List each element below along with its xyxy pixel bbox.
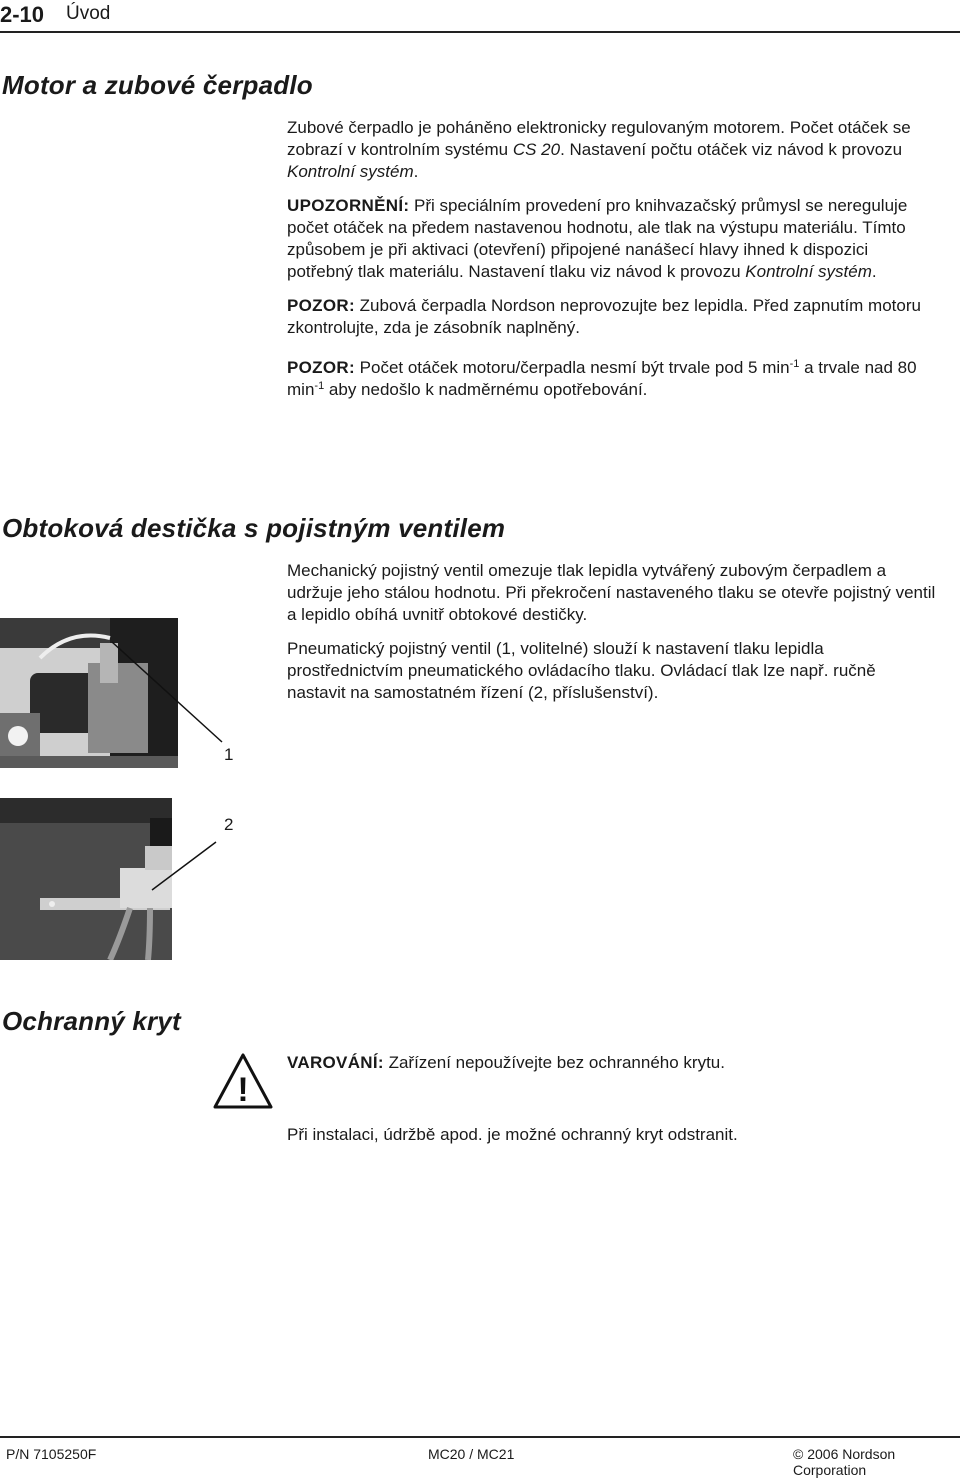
footer-divider	[0, 1436, 960, 1438]
photo-regulator	[0, 798, 172, 960]
copyright: © 2006 Nordson Corporation	[793, 1446, 896, 1478]
warning-icon	[212, 1052, 274, 1110]
page-number: 2-10	[0, 2, 45, 27]
caution-label: POZOR:	[287, 358, 355, 377]
warning-paragraph: VAROVÁNÍ: Zařízení nepoužívejte bez ochranného krytu.	[287, 1053, 725, 1072]
model-name: MC20 / MC21	[428, 1446, 515, 1462]
warning-glyph: !	[237, 1071, 249, 1109]
note-paragraph: UPOZORNĚNÍ: Při speciálním provedení pro knihvazačský průmysl se nereguluje počet otáček na předem nastavenou hodnotu, ale tlak na výstupu materiálu. Tímto způsobem je při aktivaci (otevření) připojené nanášecí hlavy ihned k dispozici potřebný tlak materiálu. Nastavení tlaku viz návod k provozu Kontrolní systém.	[287, 196, 908, 281]
caution-paragraph-1: POZOR: Zubová čerpadla Nordson neprovozujte bez lepidla. Před zapnutím motoru zkontrolujte, zda je zásobník naplněný.	[287, 296, 921, 337]
bypass-paragraph-2: Pneumatický pojistný ventil (1, volitelné) slouží k nastavení tlaku lepidla prostřednictvím pneumatického ovládacího tlaku. Ovládací tlak lze např. ručně nastavit na samostatném řízení (2, příslušenství).	[287, 639, 876, 702]
cover-paragraph: Při instalaci, údržbě apod. je možné ochranný kryt odstranit.	[287, 1125, 738, 1144]
part-number: P/N 7105250F	[6, 1446, 97, 1462]
heading-cover: Ochranný kryt	[2, 1006, 181, 1036]
motor-text	[287, 117, 937, 401]
caution-label: POZOR:	[287, 296, 355, 315]
callout-2: 2	[224, 815, 234, 834]
callout-line-1	[110, 640, 230, 750]
copyright-symbol: ©	[793, 1446, 804, 1462]
bypass-paragraph-1: Mechanický pojistný ventil omezuje tlak lepidla vytvářený zubovým čerpadlem a udržuje jeho stálou hodnotu. Při překročení nastaveného tlaku se otevře pojistný ventil a lepidlo obíhá uvnitř obtokové destičky.	[287, 561, 936, 624]
heading-bypass: Obtoková destička s pojistným ventilem	[2, 513, 506, 543]
bypass-text	[287, 560, 937, 704]
regulator-image	[0, 798, 172, 960]
caution-paragraph-2: POZOR: Počet otáček motoru/čerpadla nesmí být trvale pod 5 $\min^{-1} a$ trvale nad 80 $\min^{-1}$ aby nedošlo k nadměrnému opotřebování.	[287, 358, 917, 399]
callout-1: 1	[224, 745, 234, 764]
heading-motor: Motor a zubové čerpadlo	[2, 70, 313, 100]
section-title: Úvod	[66, 3, 111, 24]
header-divider	[0, 31, 960, 33]
cover-warning	[287, 1052, 937, 1074]
motor-paragraph: Zubové čerpadlo je poháněno elektronicky regulovaným motorem. Počet otáček se zobrazí v kontrolním systému CS 20. Nastavení počtu otáček viz návod k provozu Kontrolní systém.	[287, 118, 911, 181]
note-label: UPOZORNĚNÍ:	[287, 196, 410, 215]
warning-label: VAROVÁNÍ:	[287, 1053, 384, 1072]
callout-line-2	[150, 840, 220, 895]
cover-text	[287, 1124, 937, 1146]
